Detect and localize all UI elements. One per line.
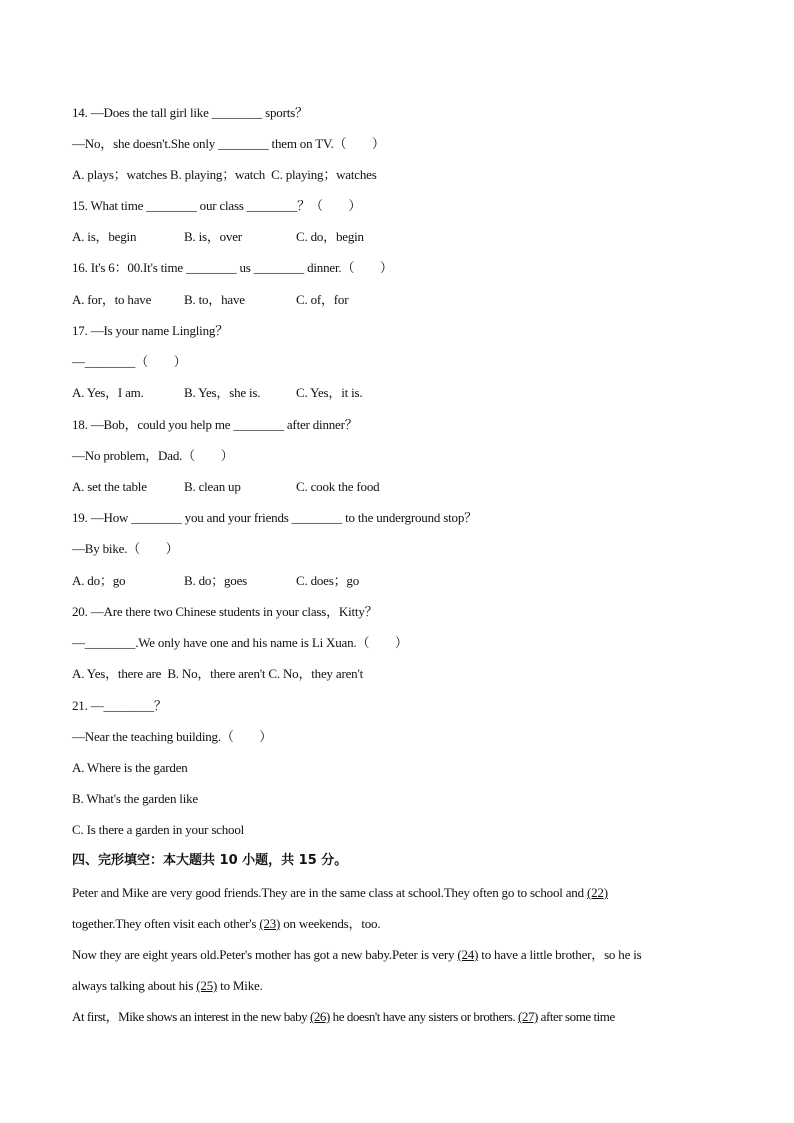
passage-line-3 bbox=[72, 947, 641, 963]
question-19-answer: —By bike.（ ） bbox=[72, 541, 179, 556]
passage-text: together.They often visit each other's bbox=[72, 916, 260, 931]
blank-24: (24) bbox=[457, 947, 479, 962]
question-17-answer: —________（ ） bbox=[72, 354, 187, 369]
passage-text: to Mike. bbox=[217, 978, 263, 993]
passage-text: Peter and Mike are very good friends.They are in the same class at school.They often go to school and bbox=[72, 885, 587, 900]
question-20-answer: —________.We only have one and his name is Li Xuan.（ ） bbox=[72, 635, 408, 650]
question-17-option-a: A. Yes，I am. bbox=[72, 385, 144, 400]
passage-text: At first，Mike shows an interest in the new baby bbox=[72, 1009, 310, 1024]
question-19-option-b: B. do；goes bbox=[184, 573, 248, 588]
passage-text: Now they are eight years old.Peter's mother has got a new baby.Peter is very bbox=[72, 947, 458, 962]
passage-line-5 bbox=[72, 1009, 615, 1025]
question-15-option-a: A. is，begin bbox=[72, 229, 137, 244]
question-21-option-c: C. Is there a garden in your school bbox=[72, 822, 245, 837]
question-21-option-a: A. Where is the garden bbox=[72, 760, 188, 775]
section-4-heading: 四、完形填空：本大题共 10 小题，共 15 分。 bbox=[72, 853, 348, 868]
question-21-answer: —Near the teaching building.（ ） bbox=[72, 729, 273, 744]
passage-line-4 bbox=[72, 978, 263, 994]
question-18-option-b: B. clean up bbox=[184, 479, 241, 494]
blank-27: (27) bbox=[518, 1009, 538, 1024]
question-15-option-b: B. is，over bbox=[184, 229, 242, 244]
question-18-answer: —No problem，Dad.（ ） bbox=[72, 448, 234, 463]
passage-text: after some time bbox=[537, 1009, 615, 1024]
question-17-option-c: C. Yes，it is. bbox=[296, 385, 363, 400]
blank-25: (25) bbox=[196, 978, 218, 993]
passage-text: to have a little brother，so he is bbox=[478, 947, 642, 962]
question-21-option-b: B. What's the garden like bbox=[72, 791, 198, 806]
question-19: 19. —How ________ you and your friends ________ to the underground stop？ bbox=[72, 510, 477, 525]
question-21: 21. —________？ bbox=[72, 698, 167, 713]
passage-text: always talking about his bbox=[72, 978, 197, 993]
question-19-option-c: C. does；go bbox=[296, 573, 360, 588]
question-18: 18. —Bob，could you help me ________ after dinner？ bbox=[72, 417, 358, 432]
question-16: 16. It's 6：00.It's time ________ us ________ dinner.（ ） bbox=[72, 260, 393, 275]
passage-text: he doesn't have any sisters or brothers. bbox=[329, 1009, 519, 1024]
question-16-option-a: A. for，to have bbox=[72, 292, 152, 307]
question-17: 17. —Is your name Lingling？ bbox=[72, 323, 228, 338]
question-14-options: A. plays；watches B. playing；watch C. playing；watches bbox=[72, 167, 377, 182]
question-14: 14. —Does the tall girl like ________ sports？ bbox=[72, 105, 308, 120]
question-14-answer: —No，she doesn't.She only ________ them on TV.（ ） bbox=[72, 136, 385, 151]
question-19-option-a: A. do；go bbox=[72, 573, 126, 588]
question-16-option-b: B. to，have bbox=[184, 292, 245, 307]
passage-text: on weekends，too. bbox=[280, 916, 381, 931]
question-17-option-b: B. Yes，she is. bbox=[184, 385, 261, 400]
passage-line-1 bbox=[72, 885, 608, 901]
blank-26: (26) bbox=[310, 1009, 330, 1024]
question-18-option-c: C. cook the food bbox=[296, 479, 380, 494]
blank-23: (23) bbox=[259, 916, 281, 931]
blank-22: (22) bbox=[586, 885, 608, 900]
question-20-options: A. Yes，there are B. No，there aren't C. No，they aren't bbox=[72, 666, 363, 681]
question-15: 15. What time ________ our class ________？（ ） bbox=[72, 198, 362, 213]
question-15-option-c: C. do，begin bbox=[296, 229, 364, 244]
question-18-option-a: A. set the table bbox=[72, 479, 147, 494]
passage-line-2 bbox=[72, 916, 380, 932]
question-16-option-c: C. of，for bbox=[296, 292, 349, 307]
question-20: 20. —Are there two Chinese students in your class，Kitty？ bbox=[72, 604, 378, 619]
